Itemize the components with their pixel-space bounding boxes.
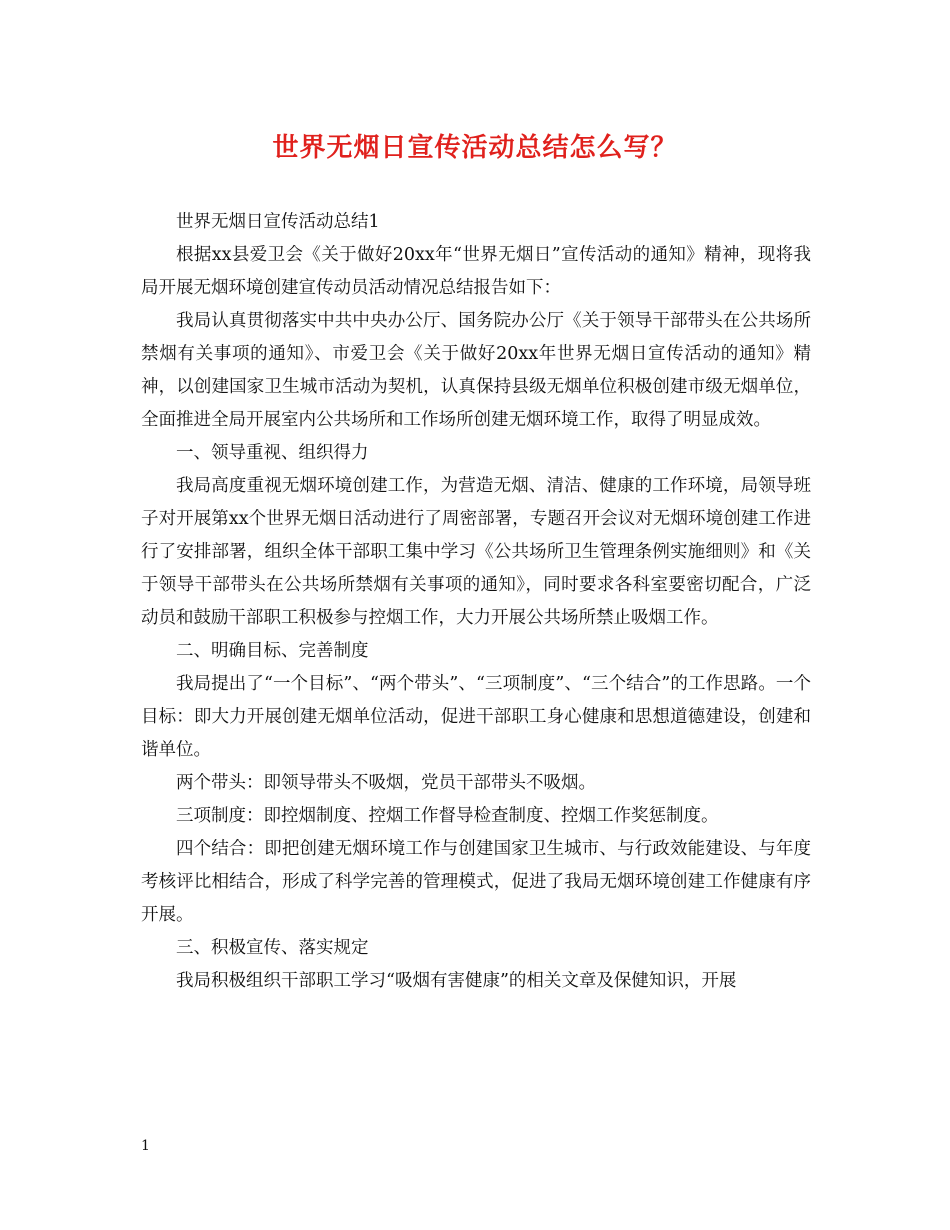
document-body: [141, 206, 811, 998]
paragraph-two-leads: 两个带头：即领导带头不吸烟，党员干部带头不吸烟。: [176, 773, 596, 793]
paragraph-section-1: 我局高度重视无烟环境创建工作，为营造无烟、清洁、健康的工作环境，局领导班子对开展第xx个世界无烟日活动进行了周密部署，专题召开会议对无烟环境创建工作进行了安排部署，组织全体干部职工集中学习《公共场所卫生管理条例实施细则》和《关于领导干部带头在公共场所禁烟有关事项的通知》，同时要求各科室要密切配合，广泛动员和鼓励干部职工积极参与控烟工作，大力开展公共场所禁止吸烟工作。: [141, 476, 811, 628]
paragraph-four-combinations: 四个结合：即把创建无烟环境工作与创建国家卫生城市、与行政效能建设、与年度考核评比相结合，形成了科学完善的管理模式，促进了我局无烟环境创建工作健康有序开展。: [141, 839, 811, 925]
page-number: 1: [141, 1138, 150, 1154]
paragraph-overview: 我局认真贯彻落实中共中央办公厅、国务院办公厅《关于领导干部带头在公共场所禁烟有关事项的通知》、市爱卫会《关于做好20xx年世界无烟日宣传活动的通知》精神，以创建国家卫生城市活动为契机，认真保持县级无烟单位积极创建市级无烟单位，全面推进全局开展室内公共场所和工作场所创建无烟环境工作，取得了明显成效。: [141, 311, 811, 430]
paragraph-section-2: 我局提出了“一个目标”、“两个带头”、“三项制度”、“三个结合”的工作思路。一个目标：即大力开展创建无烟单位活动，促进干部职工身心健康和思想道德建设，创建和谐单位。: [141, 674, 811, 760]
paragraph-intro: 根据xx县爱卫会《关于做好20xx年“世界无烟日”宣传活动的通知》精神，现将我局开展无烟环境创建宣传动员活动情况总结报告如下：: [141, 245, 811, 298]
section-heading-2: 二、明确目标、完善制度: [176, 641, 369, 661]
section-heading-1: 一、领导重视、组织得力: [176, 443, 369, 463]
document-title: 世界无烟日宣传活动总结怎么写？: [272, 133, 678, 163]
paragraph-subtitle: 世界无烟日宣传活动总结1: [176, 212, 380, 232]
paragraph-section-3: 我局积极组织干部职工学习“吸烟有害健康”的相关文章及保健知识，开展: [176, 971, 737, 991]
section-heading-3: 三、积极宣传、落实规定: [176, 938, 369, 958]
paragraph-three-systems: 三项制度：即控烟制度、控烟工作督导检查制度、控烟工作奖惩制度。: [176, 806, 719, 826]
